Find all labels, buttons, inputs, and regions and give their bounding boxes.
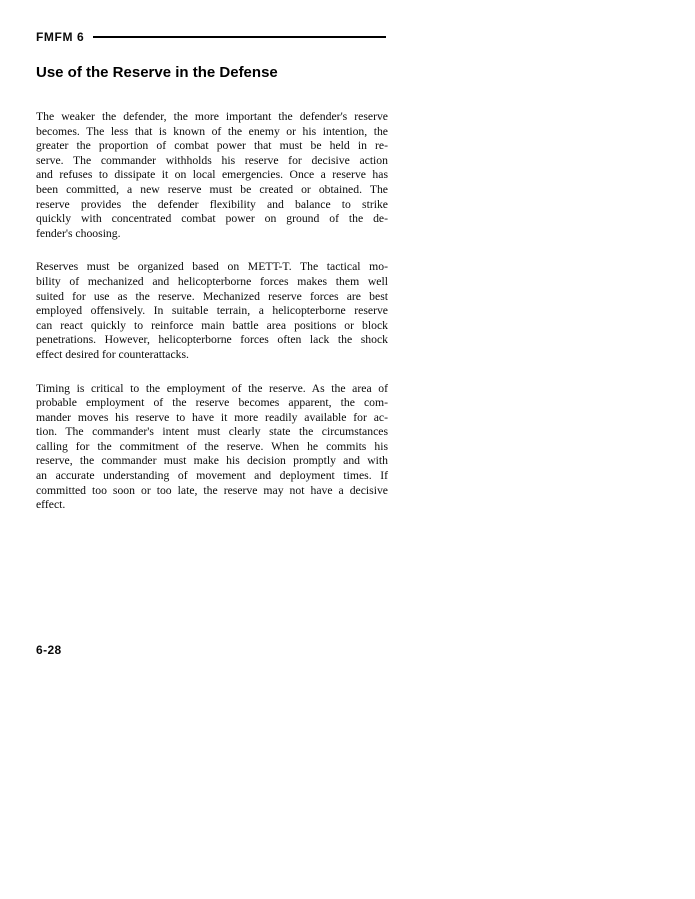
text-line: reserve provides the defender flexibility and balance to strike: [36, 197, 388, 211]
text-line: The weaker the defender, the more important the defender's reserve: [36, 110, 388, 123]
body-text: [36, 110, 388, 513]
header-label: FMFM 6: [36, 30, 85, 44]
text-line: serve. The commander withholds his reserve for decisive action: [36, 153, 388, 167]
page-number: 6-28: [36, 642, 62, 657]
text-line: bility of mechanized and helicopterborne forces makes them well: [36, 274, 388, 288]
text-line: penetrations. However, helicopterborne forces often lack the shock: [36, 333, 388, 347]
text-line: employed offensively. In suitable terrain, a helicopterborne reserve: [36, 304, 388, 318]
text-line: reserve, the commander must make his decision promptly and with: [36, 454, 388, 468]
text-line: quickly with concentrated combat power on ground of the de-: [36, 212, 388, 226]
text-line: Timing is critical to the employment of the reserve. As the area of: [36, 381, 388, 395]
page-header: [36, 30, 386, 44]
text-line: mander moves his reserve to have it more readily available for ac-: [36, 410, 388, 424]
text-line: tion. The commander's intent must clearly state the circumstances: [36, 425, 388, 439]
text-line: suited for use as the reserve. Mechanized reserve forces are best: [36, 289, 388, 303]
text-line: effect.: [36, 498, 66, 512]
text-line: been committed, a new reserve must be created or obtained. The: [36, 182, 388, 196]
paragraph: [36, 260, 388, 362]
paragraph: [36, 382, 388, 513]
text-line: Reserves must be organized based on METT-T. The tactical mo-: [36, 260, 388, 274]
text-line: probable employment of the reserve becomes apparent, the com-: [36, 396, 388, 410]
text-line: fender's choosing.: [36, 226, 121, 240]
text-line: committed too soon or too late, the reserve may not have a decisive: [36, 483, 388, 497]
text-line: effect desired for counterattacks.: [36, 347, 189, 361]
text-line: an accurate understanding of movement and deployment times. If: [36, 469, 388, 483]
text-line: greater the proportion of combat power that must be held in re-: [36, 139, 388, 153]
text-line: becomes. The less that is known of the enemy or his intention, the: [36, 124, 388, 138]
paragraph: [36, 110, 388, 241]
text-line: can react quickly to reinforce main battle area positions or block: [36, 318, 388, 332]
text-line: calling for the commitment of the reserve. When he commits his: [36, 439, 388, 453]
header-rule: [93, 36, 386, 38]
text-line: and refuses to dissipate it on local emergencies. Once a reserve has: [36, 168, 388, 182]
section-title: Use of the Reserve in the Defense: [36, 64, 278, 81]
